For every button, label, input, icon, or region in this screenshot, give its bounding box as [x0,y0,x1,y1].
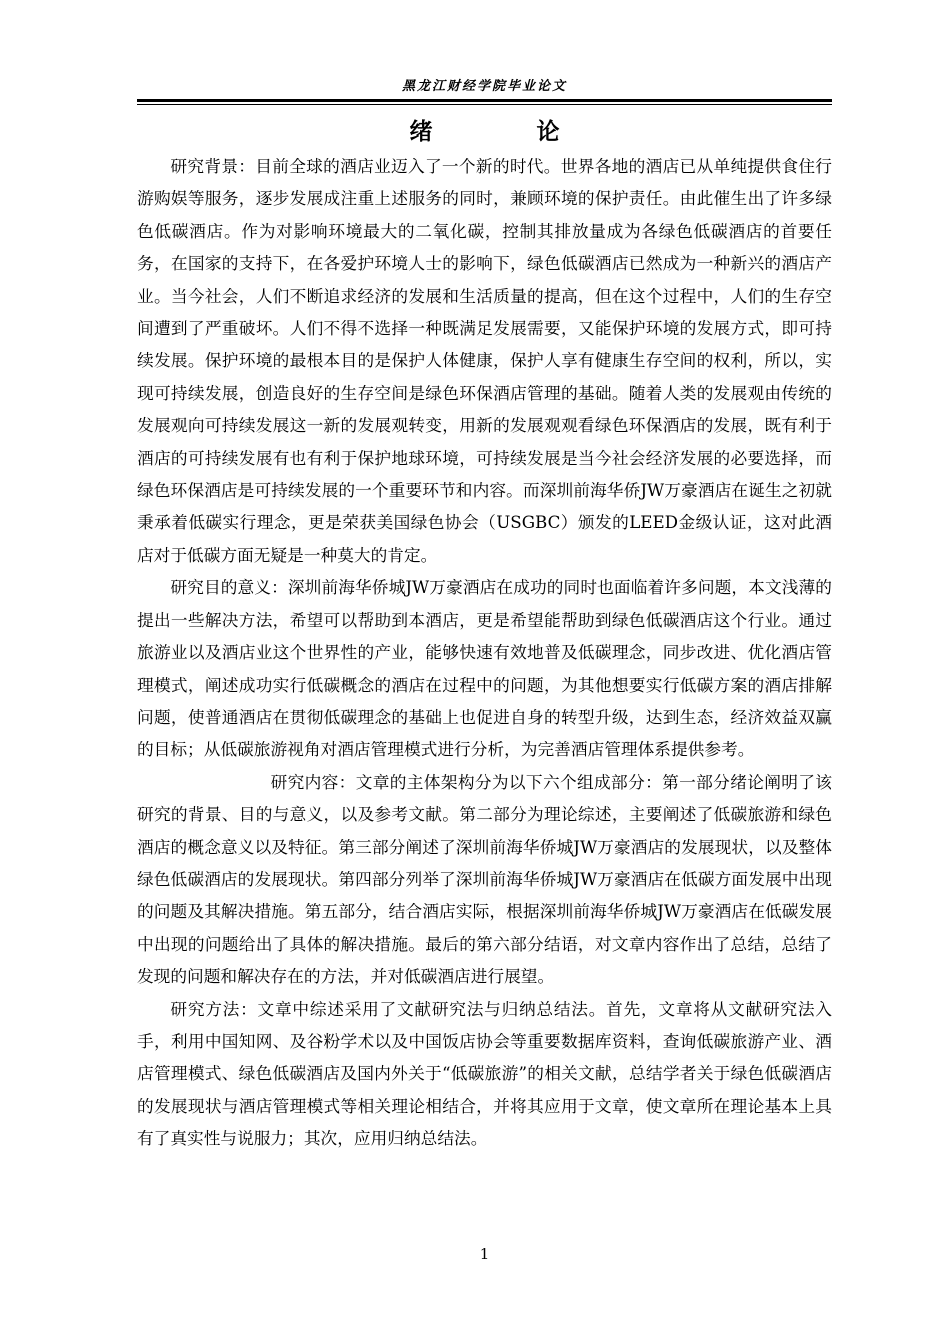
paragraph-content: 研究内容：文章的主体架构分为以下六个组成部分：第一部分绪论阐明了该研究的背景、目的与意义，以及参考文献。第二部分为理论综述，主要阐述了低碳旅游和绿色酒店的概念意义以及特征。第三部分阐述了深圳前海华侨城JW万豪酒店的发展现状，以及整体绿色低碳酒店的发展现状。第四部分列举了深圳前海华侨城JW万豪酒店在低碳方面发展中出现的问题及其解决措施。第五部分，结合酒店实际，根据深圳前海华侨城JW万豪酒店在低碳发展中出现的问题给出了具体的解决措施。最后的第六部分结语，对文章内容作出了总结，总结了发现的问题和解决存在的方法，并对低碳酒店进行展望。 [137,771,832,987]
paragraph-methods: 研究方法：文章中综述采用了文献研究法与归纳总结法。首先，文章将从文献研究法入手，利用中国知网、及谷粉学术以及中国饭店协会等重要数据库资料，查询低碳旅游产业、酒店管理模式、绿色低碳酒店及国内外关于“低碳旅游”的相关文献，总结学者关于绿色低碳酒店的发展现状与酒店管理模式等相关理论相结合，并将其应用于文章，使文章所在理论基本上具有了真实性与说服力；其次，应用归纳总结法。 [137,998,832,1149]
paragraph-purpose: 研究目的意义：深圳前海华侨城JW万豪酒店在成功的同时也面临着许多问题，本文浅薄的提出一些解决方法，希望可以帮助到本酒店，更是希望能帮助到绿色低碳酒店这个行业。通过旅游业以及酒店业这个世界性的产业，能够快速有效地普及低碳理念，同步改进、优化酒店管理模式，阐述成功实行低碳概念的酒店在过程中的问题，为其他想要实行低碳方案的酒店排解问题，使普通酒店在贯彻低碳理念的基础上也促进自身的转型升级，达到生态，经济效益双赢的目标；从低碳旅游视角对酒店管理模式进行分析，为完善酒店管理体系提供参考。 [137,577,832,760]
header-rule-thin [137,104,832,105]
header-rule-thick [137,99,832,102]
page-number: 1 [479,1245,490,1263]
section-heading: 绪 论 [409,118,608,145]
running-header: 黑龙江财经学院毕业论文 [401,79,567,94]
paragraph-background: 研究背景：目前全球的酒店业迈入了一个新的时代。世界各地的酒店已从单纯提供食住行游购娱等服务，逐步发展成注重上述服务的同时，兼顾环境的保护责任。由此催生出了许多绿色低碳酒店。作为对影响环境最大的二氧化碳，控制其排放量成为各绿色低碳酒店的首要任务，在国家的支持下，在各爱护环境人士的影响下，绿色低碳酒店已然成为一种新兴的酒店产业。当今社会，人们不断追求经济的发展和生活质量的提高，但在这个过程中，人们的生存空间遭到了严重破坏。人们不得不选择一种既满足发展需要，又能保护环境的发展方式，即可持续发展。保护环境的最根本目的是保护人体健康，保护人享有健康生存空间的权利，所以，实现可持续发展，创造良好的生存空间是绿色环保酒店管理的基础。随着人类的发展观由传统的发展观向可持续发展这一新的发展观转变，用新的发展观观看绿色环保酒店的发展，既有利于酒店的可持续发展有也有利于保护地球环境，可持续发展是当今社会经济发展的必要选择，而绿色环保酒店是可持续发展的一个重要环节和内容。而深圳前海华侨JW万豪酒店在诞生之初就秉承着低碳实行理念，更是荣获美国绿色协会（USGBC）颁发的LEED金级认证，这对此酒店对于低碳方面无疑是一种莫大的肯定。 [137,156,832,565]
body-text [137,150,832,1155]
